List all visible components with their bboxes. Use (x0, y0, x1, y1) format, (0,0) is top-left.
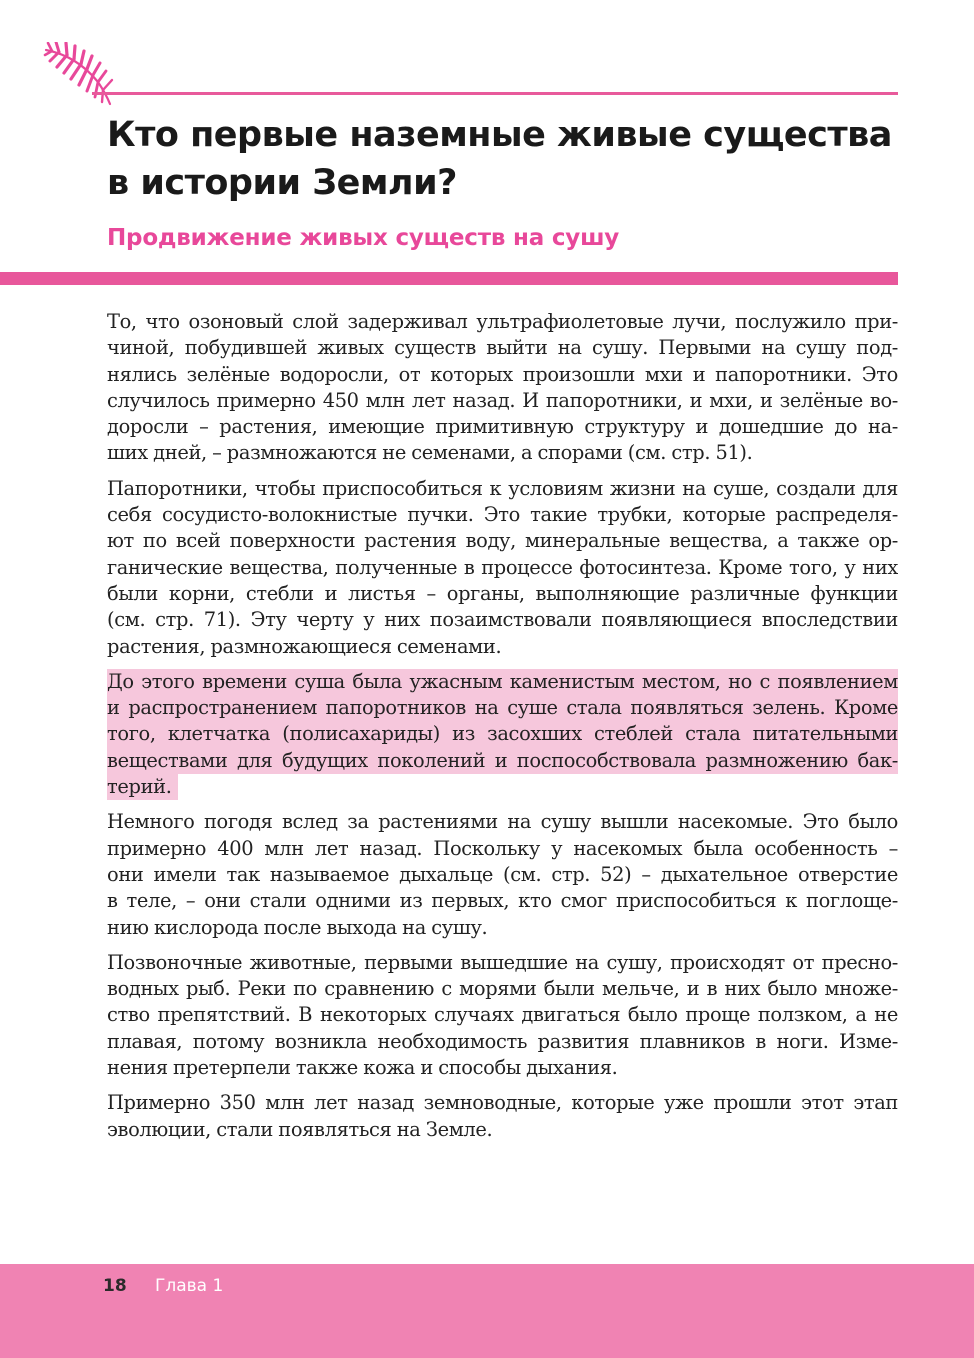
chapter-label: Глава 1 (155, 1276, 224, 1296)
text-line: были корни, стебли и листья – органы, выполняющие различные функции (107, 581, 898, 605)
article-body (107, 309, 898, 1152)
text-line: эволюции, стали появляться на Земле. (107, 1117, 493, 1141)
text-line: терий. (107, 774, 178, 800)
highlighted-paragraph (107, 669, 898, 800)
text-line: растения, размножающиеся семенами. (107, 634, 502, 658)
page-title (107, 111, 907, 207)
paragraph (107, 950, 898, 1081)
text-line: Позвоночные животные, первыми вышедшие на сушу, происходят от пресно- (107, 950, 898, 974)
text-line: случилось примерно 450 млн лет назад. И папоротники, и мхи, и зелёные во- (107, 388, 898, 412)
text-line: ют по всей поверхности растения воду, минеральные вещества, а также ор- (107, 529, 898, 553)
top-rule (92, 92, 898, 95)
text-line: они имели так называемое дыхальце (см. стр. 52) – дыхательное отверстие (107, 862, 898, 886)
text-line: ганические вещества, полученные в процессе фотосинтеза. Кроме того, у них (107, 555, 898, 579)
title-line: Кто первые наземные живые существа (107, 115, 892, 155)
text-line: водных рыб. Реки по сравнению с морями были мельче, и в них было множе- (107, 977, 898, 1001)
text-line: Немного погодя вслед за растениями на сушу вышли насекомые. Это было (107, 810, 898, 834)
text-line: Папоротники, чтобы приспособиться к условиям жизни на суше, создали для (107, 476, 898, 500)
page-number: 18 (103, 1276, 127, 1296)
text-line: в теле, – они стали одними из первых, кто смог приспособиться к поглоще- (107, 889, 898, 913)
text-line: нения претерпели также кожа и способы дыхания. (107, 1056, 618, 1080)
text-line: себя сосудисто-волокнистые пучки. Это такие трубки, которые распределя- (107, 503, 898, 527)
text-line: плавая, потому возникла необходимость развития плавников в ноги. Изме- (107, 1029, 898, 1053)
text-line: То, что озоновый слой задерживал ультрафиолетовые лучи, послужило при- (107, 310, 898, 333)
paragraph (107, 309, 898, 467)
header-bar (0, 272, 898, 285)
text-line: ших дней, – размножаются не семенами, а спорами (см. стр. 51). (107, 441, 753, 465)
text-line: ство препятствий. В некоторых случаях двигаться было проще ползком, а не (107, 1003, 898, 1027)
paragraph (107, 1090, 898, 1143)
fern-icon (42, 42, 122, 106)
text-line: того, клетчатка (полисахариды) из засохших стеблей стала питательными (107, 721, 898, 747)
section-subtitle: Продвижение живых существ на сушу (107, 225, 620, 251)
text-line: нию кислорода после выхода на сушу. (107, 915, 488, 939)
text-line: До этого времени суша была ужасным каменистым местом, но с появлением (107, 669, 898, 695)
text-line: веществами для будущих поколений и поспособствовала размножению бак- (107, 748, 898, 774)
text-line: доросли – растения, имеющие примитивную структуру и дошедшие до на- (107, 415, 898, 439)
text-line: чиной, побудившей живых существ выйти на сушу. Первыми на сушу под- (107, 336, 898, 360)
page-footer (0, 1264, 974, 1358)
text-line: Примерно 350 млн лет назад земноводные, которые уже прошли этот этап (107, 1091, 898, 1115)
text-line: и распространением папоротников на суше стала появляться зелень. Кроме (107, 695, 898, 721)
paragraph (107, 809, 898, 940)
title-line: в истории Земли? (107, 163, 457, 203)
paragraph (107, 476, 898, 660)
text-line: нялись зелёные водоросли, от которых произошли мхи и папоротники. Это (107, 362, 898, 386)
text-line: (см. стр. 71). Эту черту у них позаимствовали появляющиеся впоследствии (107, 608, 898, 632)
text-line: примерно 400 млн лет назад. Поскольку у насекомых была особенность – (107, 836, 898, 860)
